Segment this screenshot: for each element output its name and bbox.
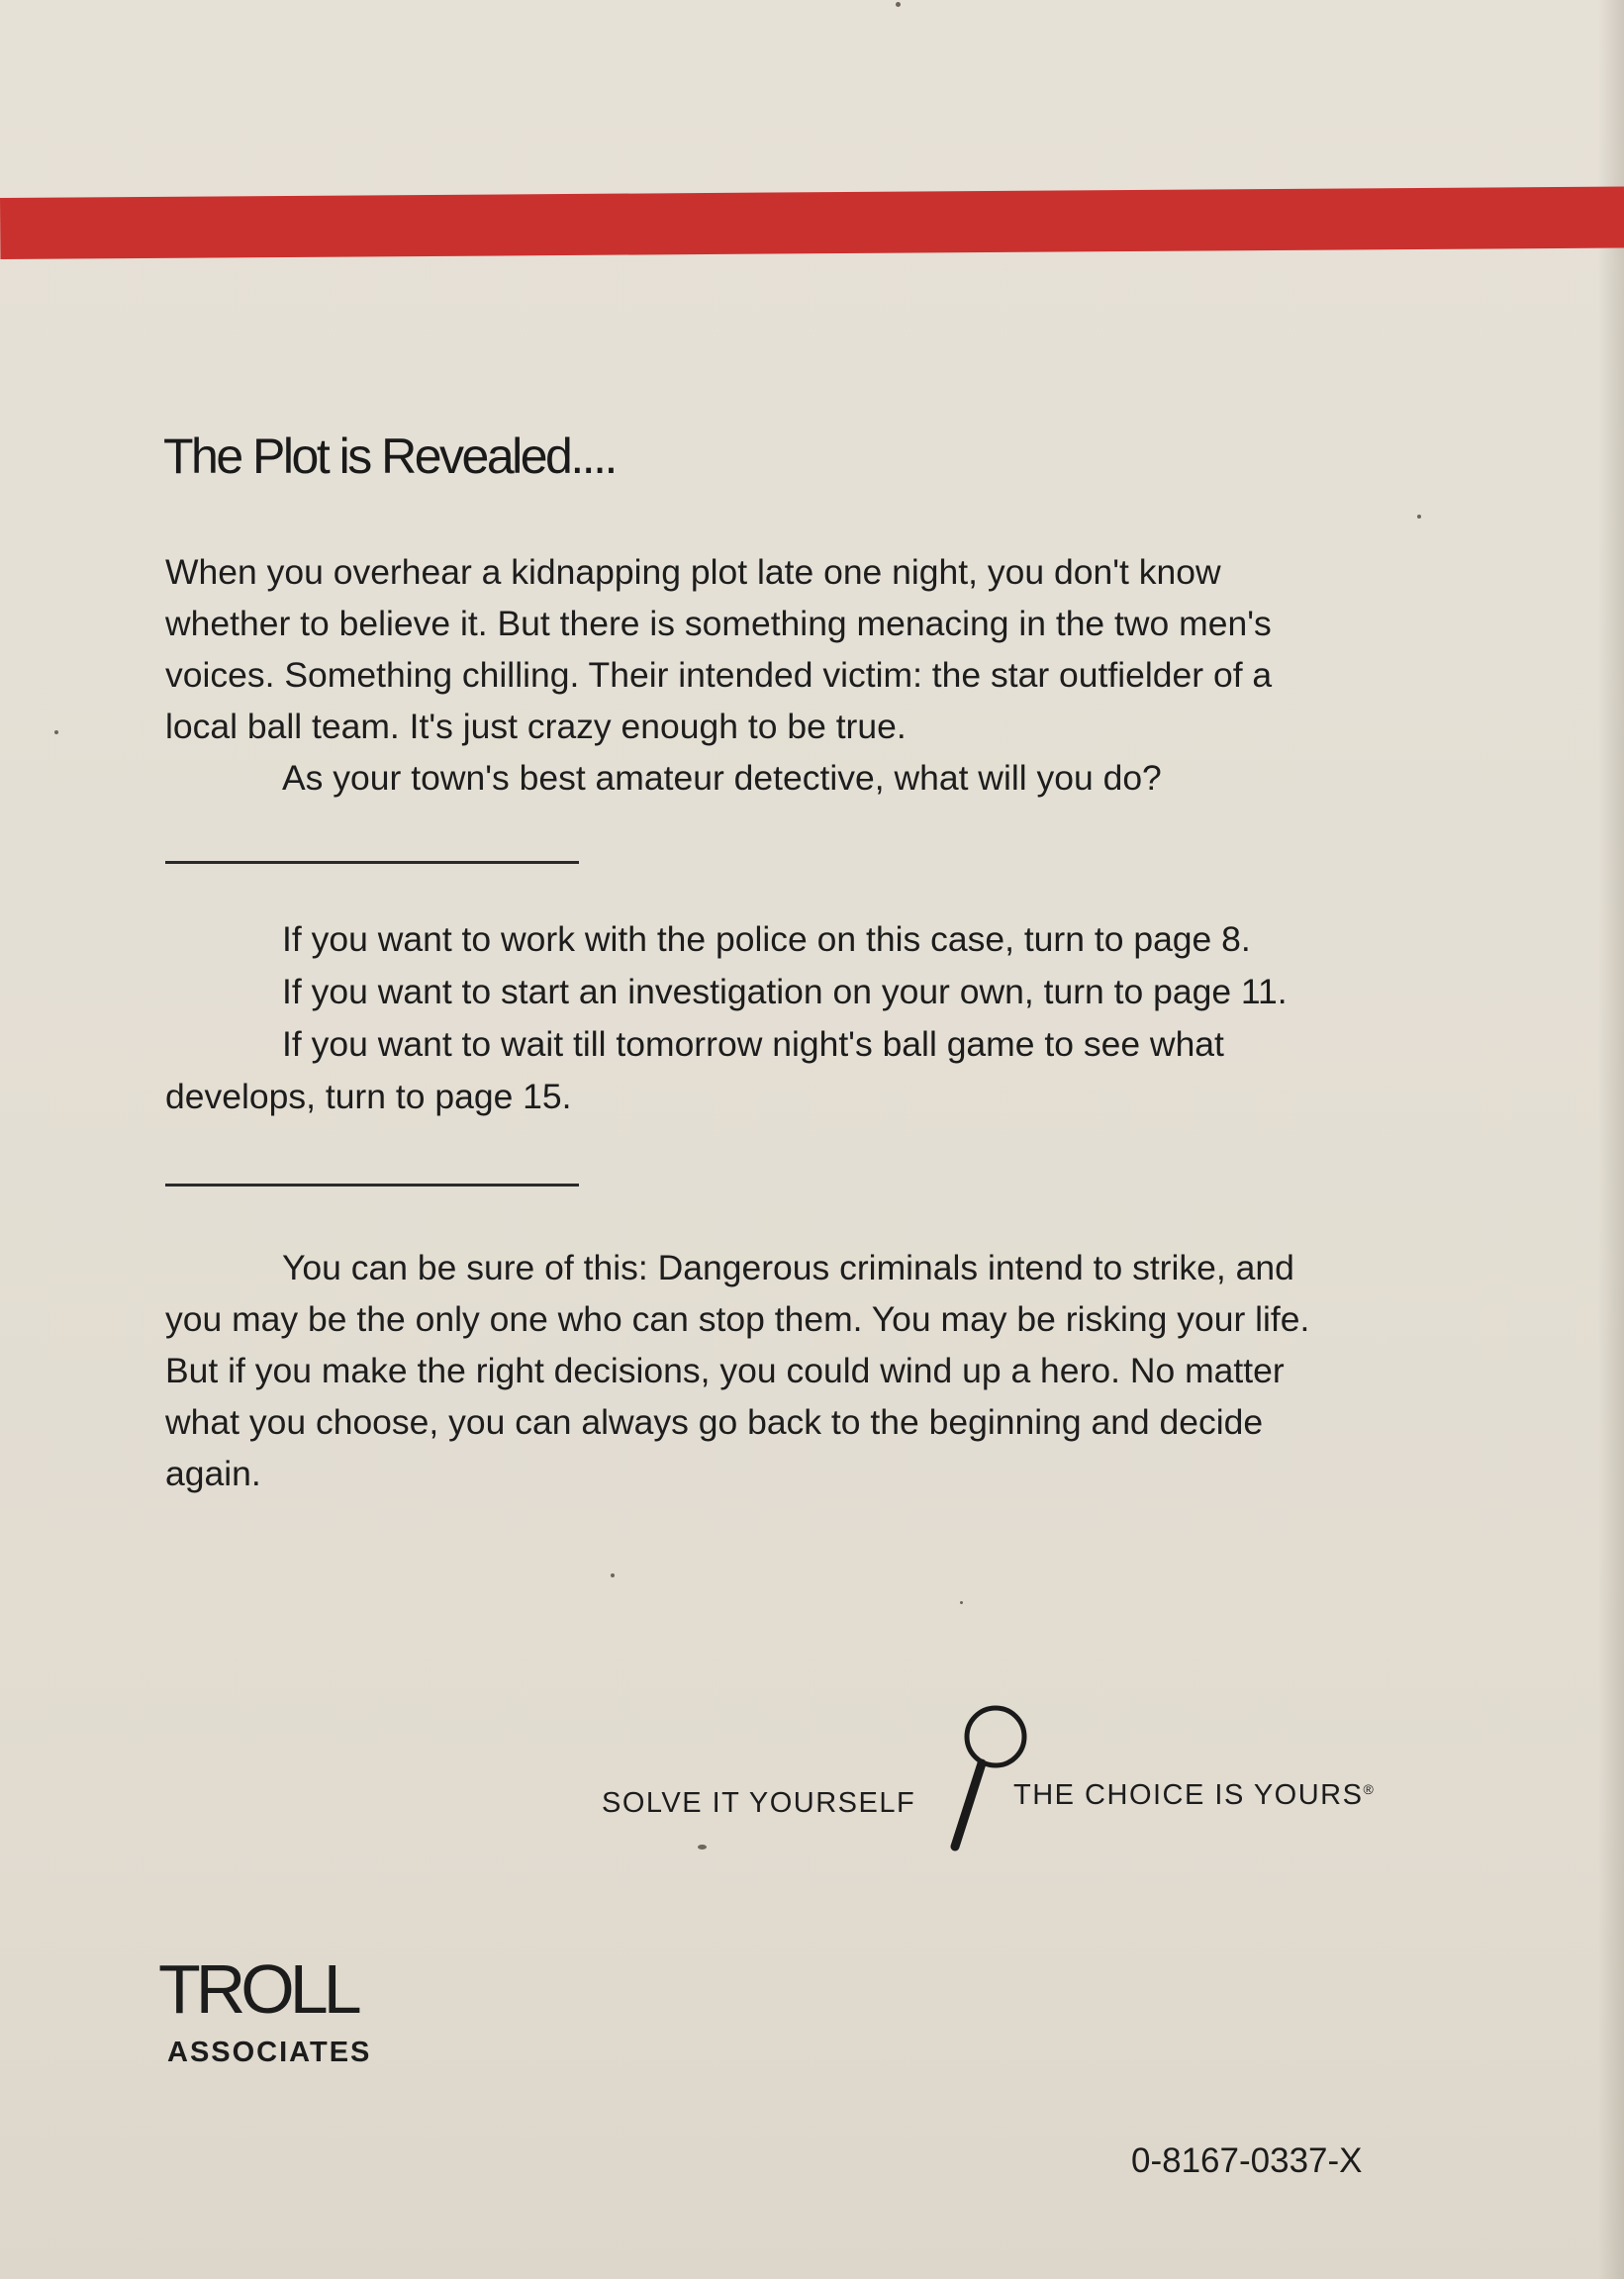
intro-line: whether to believe it. But there is something menacing in the two men's (165, 604, 1272, 643)
closing-line: again. (165, 1454, 261, 1493)
closing-line: you may be the only one who can stop them. You may be risking your life. (165, 1299, 1310, 1339)
paper-speck (611, 1573, 615, 1577)
section-divider (165, 861, 579, 864)
intro-question: As your town's best amateur detective, what will you do? (282, 758, 1162, 798)
series-label-left: SOLVE IT YOURSELF (602, 1787, 916, 1819)
section-divider (165, 1184, 579, 1187)
intro-line: voices. Something chilling. Their intended victim: the star outfielder of a (165, 655, 1273, 695)
intro-paragraph (165, 546, 1407, 804)
closing-line: what you choose, you can always go back to the beginning and decide (165, 1402, 1264, 1442)
publisher-subtitle: ASSOCIATES (167, 2037, 372, 2068)
cover-heading: The Plot is Revealed.... (163, 428, 616, 484)
series-tagline: THE CHOICE IS YOURS (1013, 1779, 1364, 1811)
paper-speck (698, 1845, 707, 1850)
red-stripe (0, 187, 1624, 259)
closing-paragraph (165, 1242, 1407, 1499)
intro-line: When you overhear a kidnapping plot late one night, you don't know (165, 552, 1221, 592)
choice-wait-ball-game (165, 1018, 1407, 1123)
choices-list (165, 913, 1407, 1123)
paper-speck (1417, 515, 1421, 519)
choice-own-investigation: If you want to start an investigation on your own, turn to page 11. (282, 972, 1288, 1011)
choice-wait-line: develops, turn to page 15. (165, 1077, 572, 1116)
registered-mark: ® (1363, 1781, 1376, 1797)
closing-line: But if you make the right decisions, you could wind up a hero. No matter (165, 1351, 1285, 1390)
isbn-number: 0-8167-0337-X (1131, 2141, 1363, 2180)
closing-line: You can be sure of this: Dangerous criminals intend to strike, and (282, 1248, 1294, 1287)
series-label-right (1013, 1779, 1375, 1812)
choice-police: If you want to work with the police on this case, turn to page 8. (282, 919, 1251, 959)
paper-speck (54, 730, 58, 734)
choice-wait-line: If you want to wait till tomorrow night's ball game to see what (282, 1024, 1224, 1064)
publisher-logo: TROLL (158, 1950, 357, 2028)
intro-line: local ball team. It's just crazy enough to be true. (165, 707, 907, 746)
paper-speck (896, 2, 901, 7)
cover-edge-shadow (1598, 0, 1624, 2279)
paper-speck (960, 1601, 963, 1604)
